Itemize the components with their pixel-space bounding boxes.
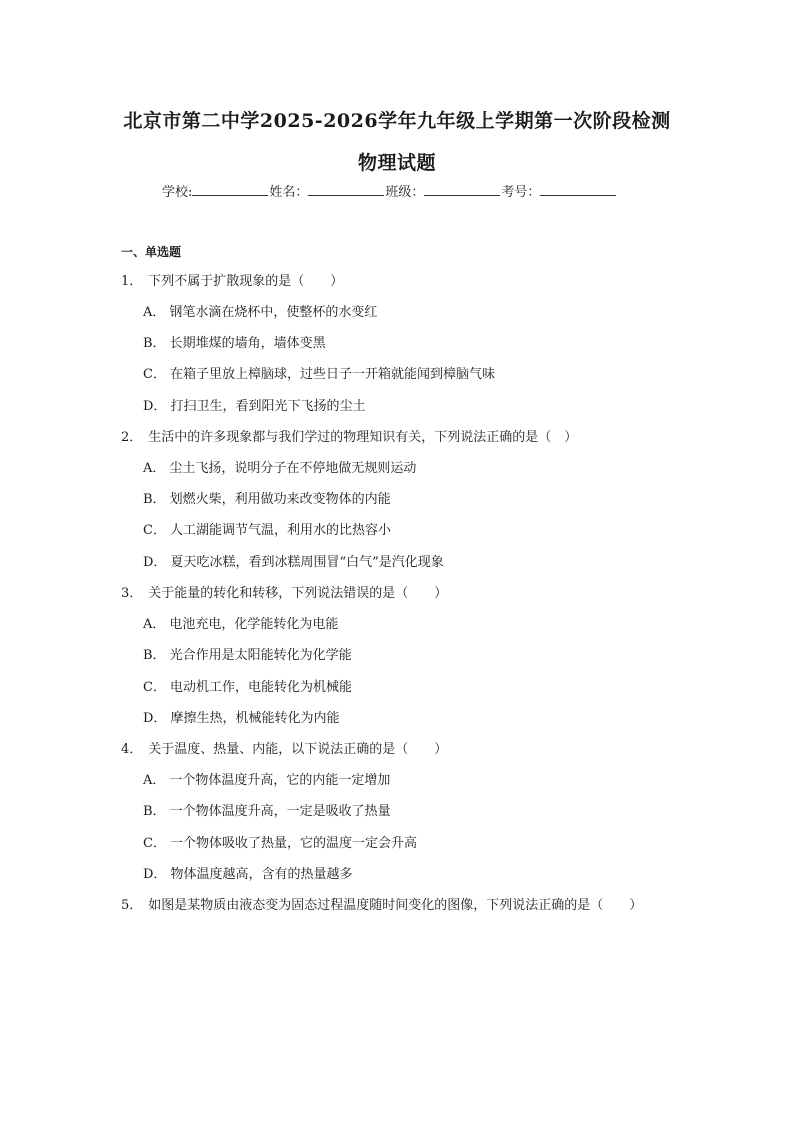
question-1-option-c[interactable]	[143, 363, 495, 382]
option-text: 钢笔水滴在烧杯中，使整杯的水变红	[169, 305, 378, 320]
exam-number-blank[interactable]	[540, 183, 616, 196]
question-number: 3．	[121, 586, 143, 601]
option-letter: C．	[143, 523, 166, 538]
option-text: 电池充电，化学能转化为电能	[169, 617, 339, 632]
option-text: 一个物体温度升高，一定是吸收了热量	[169, 804, 391, 819]
question-text: 下列不属于扩散现象的是（ ）	[148, 274, 344, 289]
class-blank[interactable]	[424, 183, 500, 196]
class-label: 班级：	[385, 185, 425, 200]
question-4-option-c[interactable]	[143, 832, 417, 851]
option-letter: D．	[143, 711, 167, 726]
option-letter: B．	[143, 492, 166, 507]
name-field	[269, 181, 385, 200]
question-1-option-a[interactable]	[143, 301, 377, 320]
option-letter: D．	[143, 555, 167, 570]
exam-title: 北京市第二中学2025-2026学年九年级上学期第一次阶段检测	[123, 110, 671, 132]
option-text: 物体温度越高，含有的热量越多	[170, 867, 353, 882]
class-field	[385, 181, 501, 200]
section-title: 一、单选题	[121, 245, 182, 259]
school-field	[162, 181, 269, 200]
option-letter: D．	[143, 867, 167, 882]
school-blank[interactable]	[192, 183, 268, 196]
question-2-option-b[interactable]	[143, 488, 391, 507]
option-letter: B．	[143, 648, 166, 663]
exam-number-label: 考号：	[501, 185, 541, 200]
question-text: 关于能量的转化和转移，下列说法错误的是（ ）	[148, 586, 448, 601]
option-letter: B．	[143, 804, 166, 819]
option-letter: C．	[143, 836, 166, 851]
question-text: 关于温度、热量、内能，以下说法正确的是（ ）	[148, 742, 448, 757]
question-4	[121, 738, 447, 757]
question-text: 如图是某物质由液态变为固态过程温度随时间变化的图像，下列说法正确的是（ ）	[148, 898, 643, 913]
question-number: 1．	[121, 274, 143, 289]
question-4-option-b[interactable]	[143, 800, 391, 819]
school-label: 学校:	[162, 185, 193, 200]
student-info-row	[162, 181, 617, 200]
question-number: 5．	[121, 898, 143, 913]
question-2-option-d[interactable]	[143, 551, 444, 570]
question-number: 4．	[121, 742, 143, 757]
name-label: 姓名：	[269, 185, 309, 200]
question-2	[121, 426, 577, 445]
option-letter: C．	[143, 680, 166, 695]
question-3	[121, 582, 447, 601]
option-text: 一个物体吸收了热量，它的温度一定会升高	[169, 836, 417, 851]
option-letter: C．	[143, 367, 166, 382]
option-letter: D．	[143, 399, 167, 414]
option-letter: A．	[143, 305, 166, 320]
question-3-option-c[interactable]	[143, 676, 352, 695]
name-blank[interactable]	[308, 183, 384, 196]
option-text: 一个物体温度升高，它的内能一定增加	[169, 773, 391, 788]
question-1-option-d[interactable]	[143, 395, 365, 414]
question-1	[121, 270, 343, 289]
question-2-option-a[interactable]	[143, 457, 416, 476]
exam-number-field	[501, 181, 617, 200]
question-2-option-c[interactable]	[143, 519, 391, 538]
question-1-option-b[interactable]	[143, 332, 326, 351]
option-text: 人工湖能调节气温，利用水的比热容小	[169, 523, 391, 538]
option-text: 在箱子里放上樟脑球，过些日子一开箱就能闻到樟脑气味	[169, 367, 495, 382]
option-letter: B．	[143, 336, 166, 351]
exam-subject-title: 物理试题	[357, 152, 436, 174]
option-text: 划燃火柴，利用做功来改变物体的内能	[169, 492, 391, 507]
question-4-option-a[interactable]	[143, 769, 390, 788]
option-letter: A．	[143, 461, 166, 476]
question-3-option-d[interactable]	[143, 707, 339, 726]
question-4-option-d[interactable]	[143, 863, 352, 882]
option-text: 摩擦生热，机械能转化为内能	[170, 711, 340, 726]
question-3-option-a[interactable]	[143, 613, 338, 632]
question-number: 2．	[121, 430, 143, 445]
option-text: 尘土飞扬，说明分子在不停地做无规则运动	[169, 461, 417, 476]
option-letter: A．	[143, 617, 166, 632]
question-text: 生活中的许多现象都与我们学过的物理知识有关，下列说法正确的是（ ）	[148, 430, 578, 445]
option-text: 光合作用是太阳能转化为化学能	[169, 648, 352, 663]
question-5	[121, 894, 642, 913]
option-letter: A．	[143, 773, 166, 788]
option-text: 打扫卫生，看到阳光下飞扬的尘土	[170, 399, 366, 414]
option-text: 电动机工作，电能转化为机械能	[169, 680, 352, 695]
option-text: 夏天吃冰糕，看到冰糕周围冒“白气”是汽化现象	[170, 555, 444, 570]
question-3-option-b[interactable]	[143, 644, 352, 663]
option-text: 长期堆煤的墙角，墙体变黑	[169, 336, 326, 351]
